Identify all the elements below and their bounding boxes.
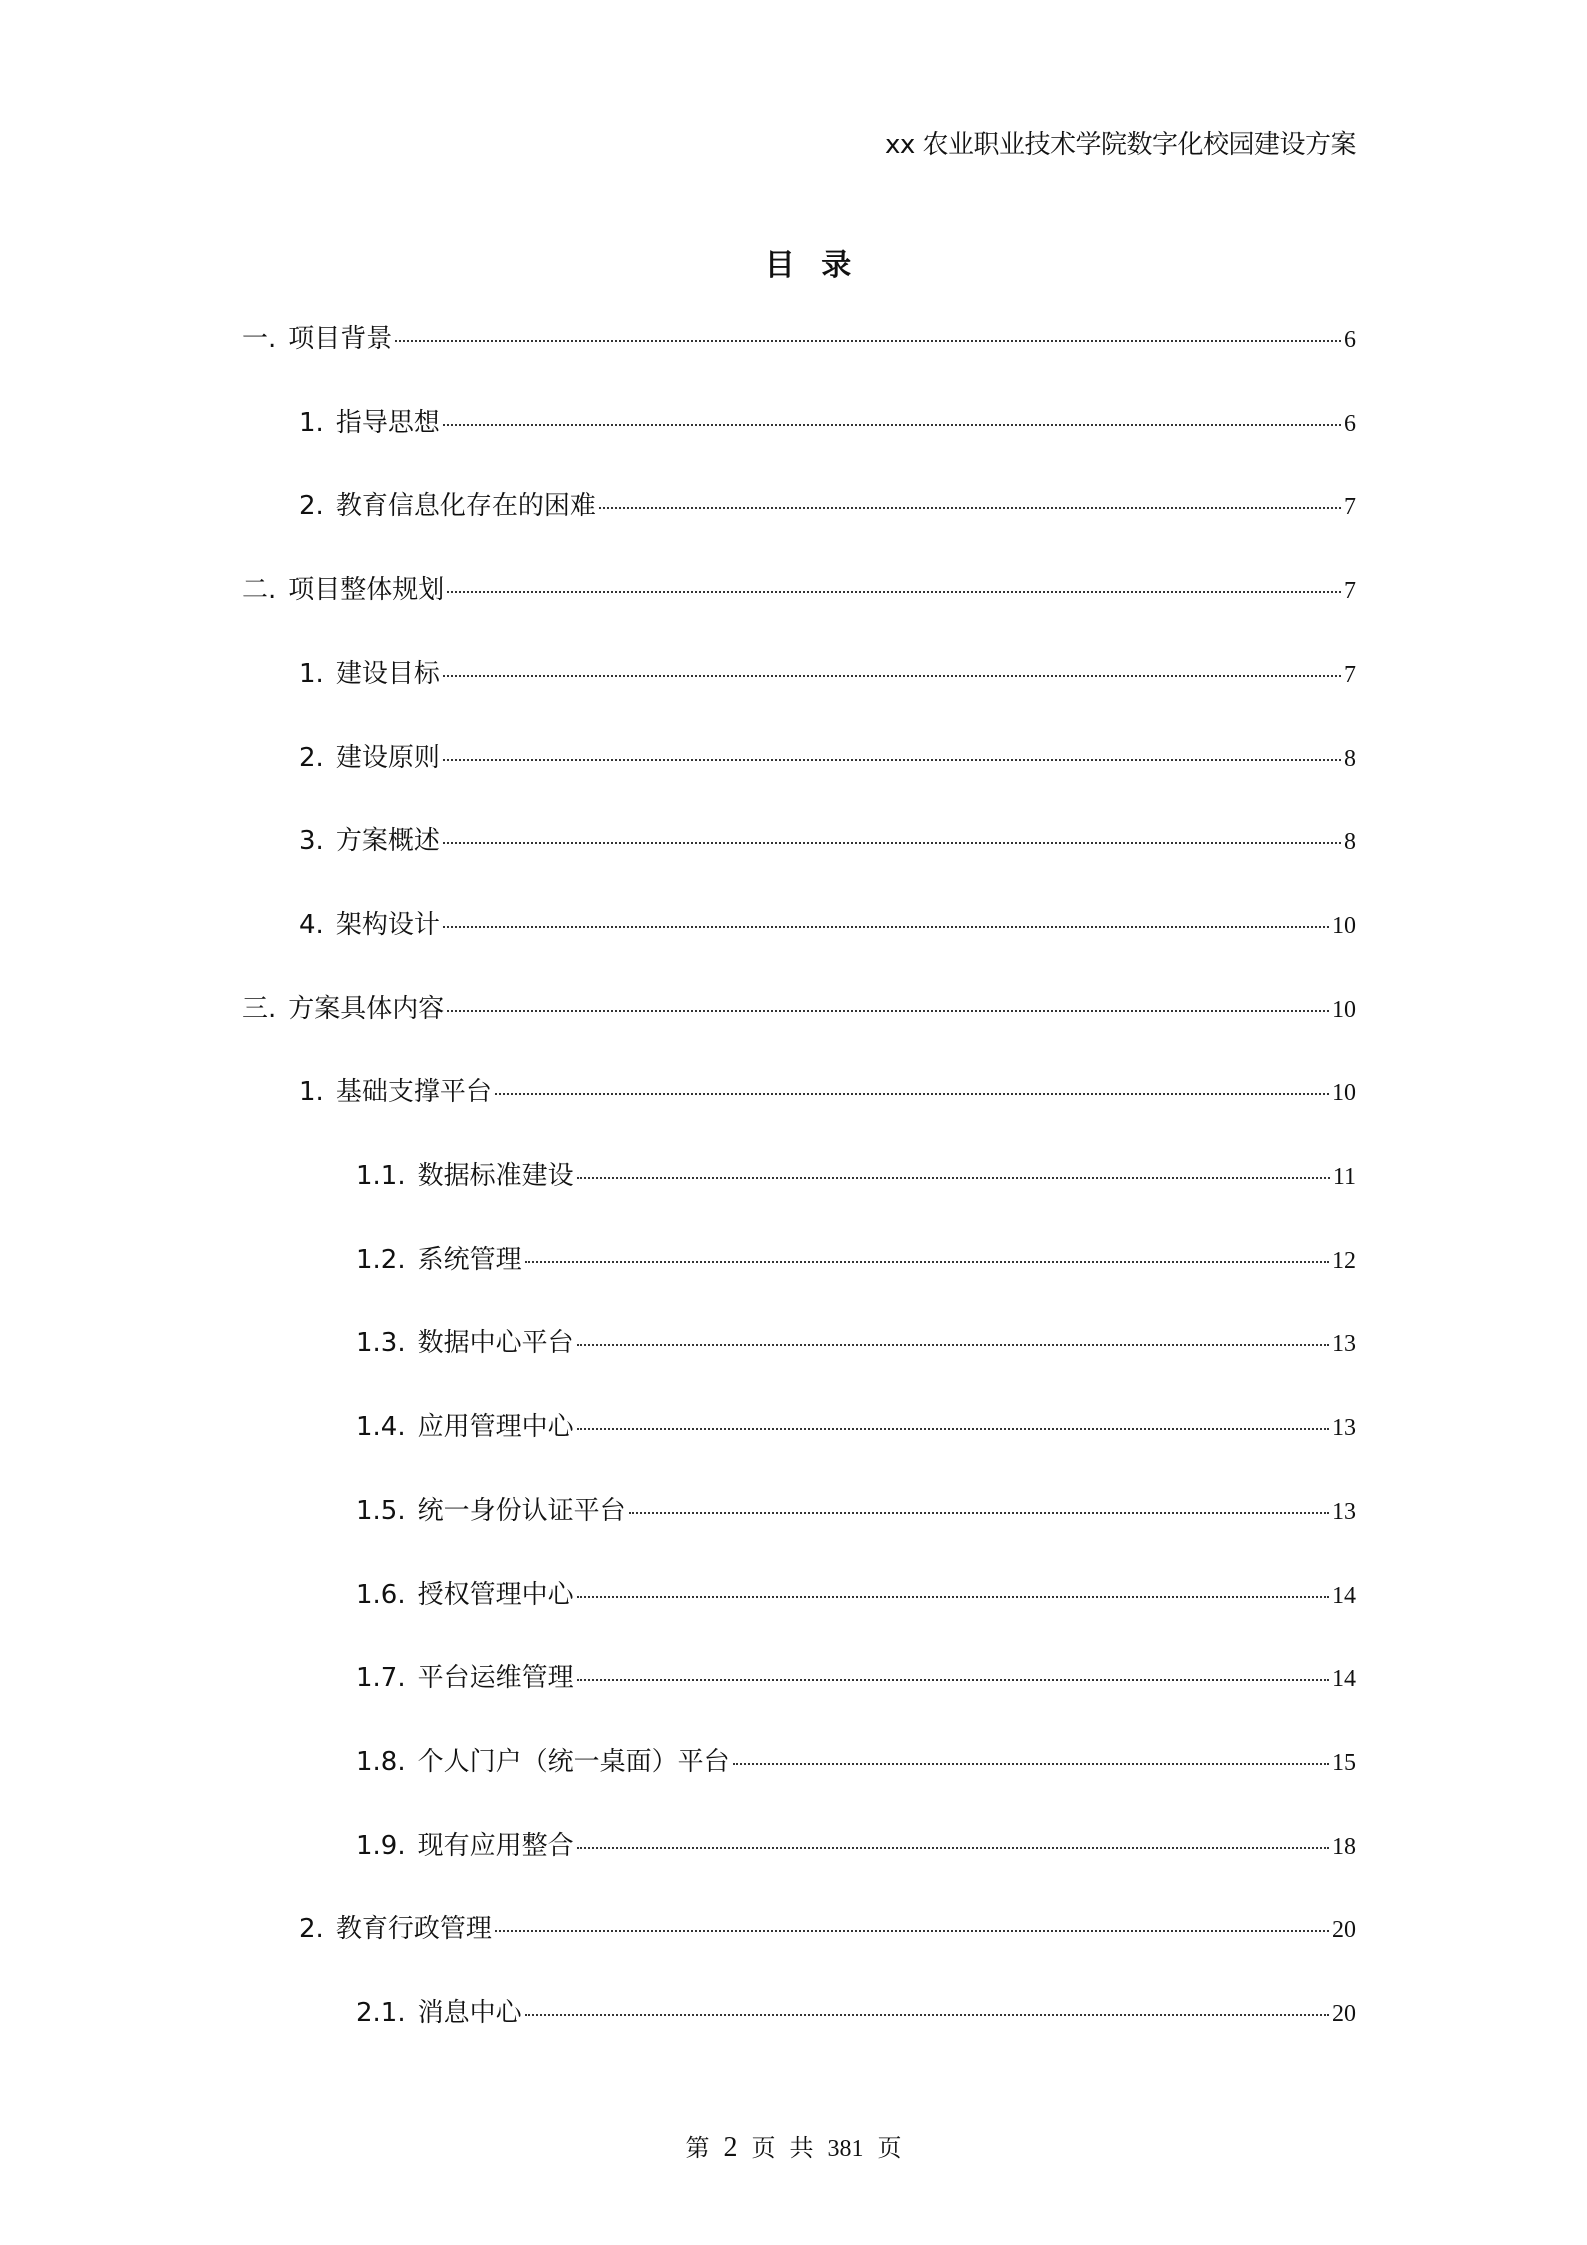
- toc-entry-page: 7: [1344, 661, 1356, 688]
- toc-entry-label: 项目整体规划: [288, 575, 445, 606]
- toc-entry[interactable]: [356, 1574, 1356, 1614]
- toc-entry-page: 11: [1332, 1164, 1356, 1190]
- page-footer: [0, 2128, 1587, 2164]
- toc-entry[interactable]: [299, 653, 1356, 693]
- dot-leader: [525, 1261, 1329, 1263]
- dot-leader: [443, 424, 1341, 426]
- toc-entry[interactable]: [299, 1071, 1356, 1111]
- toc-entry-label: 教育行政管理: [335, 1914, 492, 1945]
- toc-entry-number: 4.: [299, 909, 324, 940]
- toc-entry-page: 8: [1344, 745, 1356, 772]
- dot-leader: [443, 842, 1341, 844]
- toc-entry-number: 1.4.: [356, 1412, 406, 1443]
- toc-entry-label: 教育信息化存在的困难: [335, 491, 596, 522]
- toc-entry-label: 指导思想: [335, 407, 440, 438]
- toc-entry-label: 现有应用整合: [417, 1830, 574, 1861]
- toc-entry-label: 架构设计: [335, 909, 440, 940]
- toc-entry-page: 8: [1344, 829, 1356, 856]
- dot-leader: [443, 759, 1341, 761]
- toc-entry[interactable]: [242, 569, 1356, 609]
- toc-entry-number: 1.: [299, 407, 324, 438]
- toc-entry-label: 基础支撑平台: [335, 1077, 492, 1108]
- toc-entry[interactable]: [299, 402, 1356, 442]
- toc-entry-label: 平台运维管理: [417, 1663, 574, 1694]
- toc-entry-page: 12: [1332, 1247, 1356, 1274]
- toc-entry[interactable]: [356, 1239, 1356, 1279]
- toc-entry-label: 方案具体内容: [288, 993, 445, 1024]
- toc-entry-page: 13: [1332, 1331, 1356, 1358]
- toc-title: 目 录: [764, 248, 860, 283]
- toc-entry[interactable]: [299, 820, 1356, 860]
- toc-entry-page: 14: [1332, 1666, 1356, 1693]
- dot-leader: [599, 507, 1341, 509]
- toc-entry-page: 7: [1344, 578, 1356, 605]
- dot-leader: [443, 675, 1341, 677]
- toc-entry-page: 7: [1344, 494, 1356, 521]
- toc-entry[interactable]: [242, 318, 1356, 358]
- dot-leader: [733, 1763, 1329, 1765]
- toc-entry-number: 1.: [299, 658, 324, 689]
- toc-entry-label: 个人门户（统一桌面）平台: [417, 1746, 730, 1777]
- dot-leader: [447, 591, 1341, 593]
- toc-entry-label: 数据中心平台: [417, 1328, 574, 1359]
- dot-leader: [495, 1930, 1329, 1932]
- running-header: xx 农业职业技术学院数字化校园建设方案: [884, 130, 1356, 160]
- footer-suffix: 页: [877, 2136, 902, 2162]
- toc-entry-number: 三.: [242, 993, 277, 1024]
- toc-entry-label: 统一身份认证平台: [417, 1495, 626, 1526]
- toc-entry[interactable]: [356, 1657, 1356, 1697]
- toc-entry-label: 系统管理: [417, 1244, 522, 1275]
- dot-leader: [395, 340, 1341, 342]
- toc-entry[interactable]: [299, 737, 1356, 777]
- toc-entry-label: 建设原则: [335, 742, 440, 773]
- current-page: 2: [723, 2132, 738, 2163]
- toc-entry-number: 一.: [242, 324, 277, 354]
- dot-leader: [577, 1428, 1329, 1430]
- toc-entry-number: 1.5.: [356, 1495, 406, 1526]
- toc-entry-number: 1.3.: [356, 1328, 406, 1359]
- toc-entry[interactable]: [356, 1741, 1356, 1781]
- toc-entry[interactable]: [299, 1908, 1356, 1948]
- toc-entry-number: 2.1.: [356, 1998, 406, 2028]
- toc-entry-page: 6: [1344, 327, 1356, 353]
- dot-leader: [577, 1679, 1329, 1681]
- toc-entry-number: 二.: [242, 575, 277, 606]
- dot-leader: [525, 2014, 1329, 2016]
- toc-entry-page: 20: [1332, 2001, 1356, 2027]
- toc-entry-number: 2.: [299, 491, 324, 522]
- toc-entry-page: 13: [1332, 1415, 1356, 1442]
- toc-entry-label: 数据标准建设: [417, 1161, 574, 1191]
- toc-entry-page: 6: [1344, 410, 1356, 437]
- footer-middle: 页 共: [751, 2136, 814, 2162]
- toc-entry-number: 1.: [299, 1077, 324, 1108]
- toc-entry-label: 应用管理中心: [417, 1412, 574, 1443]
- total-pages: 381: [827, 2136, 864, 2162]
- toc-entry-number: 1.2.: [356, 1244, 406, 1275]
- toc-entry-page: 10: [1332, 996, 1356, 1023]
- toc-entry-number: 2.: [299, 742, 324, 773]
- footer-prefix: 第: [685, 2136, 710, 2162]
- dot-leader: [629, 1512, 1329, 1514]
- toc-entry-page: 14: [1332, 1582, 1356, 1609]
- dot-leader: [495, 1093, 1329, 1095]
- toc-entry-number: 2.: [299, 1914, 324, 1945]
- toc-entry-number: 1.1.: [356, 1161, 406, 1191]
- toc-entry[interactable]: [356, 1406, 1356, 1446]
- toc-entry-page: 18: [1332, 1833, 1356, 1860]
- toc-entry[interactable]: [299, 904, 1356, 944]
- toc-entry-number: 1.9.: [356, 1830, 406, 1861]
- toc-entry[interactable]: [299, 485, 1356, 525]
- toc-entry[interactable]: [356, 1490, 1356, 1530]
- toc-entry-label: 项目背景: [288, 324, 393, 354]
- toc-entry-page: 20: [1332, 1917, 1356, 1944]
- toc-entry-label: 授权管理中心: [417, 1579, 574, 1610]
- toc-entry-number: 1.6.: [356, 1579, 406, 1610]
- dot-leader: [577, 1596, 1329, 1598]
- toc-entry-number: 3.: [299, 826, 324, 857]
- toc-entry[interactable]: [356, 1825, 1356, 1865]
- toc-entry[interactable]: [356, 1322, 1356, 1362]
- dot-leader: [443, 926, 1329, 928]
- dot-leader: [577, 1177, 1330, 1179]
- toc-entry-page: 13: [1332, 1498, 1356, 1525]
- dot-leader: [447, 1010, 1329, 1012]
- toc-entry-number: 1.8.: [356, 1746, 406, 1777]
- toc-entry-label: 消息中心: [417, 1998, 522, 2028]
- toc-entry-number: 1.7.: [356, 1663, 406, 1694]
- dot-leader: [577, 1847, 1329, 1849]
- toc-entry[interactable]: [356, 1992, 1356, 2032]
- toc-entry[interactable]: [356, 1155, 1356, 1195]
- toc-entry-label: 方案概述: [335, 826, 440, 857]
- dot-leader: [577, 1344, 1329, 1346]
- toc-entry[interactable]: [242, 988, 1356, 1028]
- toc-entry-page: 10: [1332, 1080, 1356, 1107]
- toc-entry-label: 建设目标: [335, 658, 440, 689]
- toc-entry-page: 15: [1332, 1749, 1356, 1776]
- toc-entry-page: 10: [1332, 912, 1356, 939]
